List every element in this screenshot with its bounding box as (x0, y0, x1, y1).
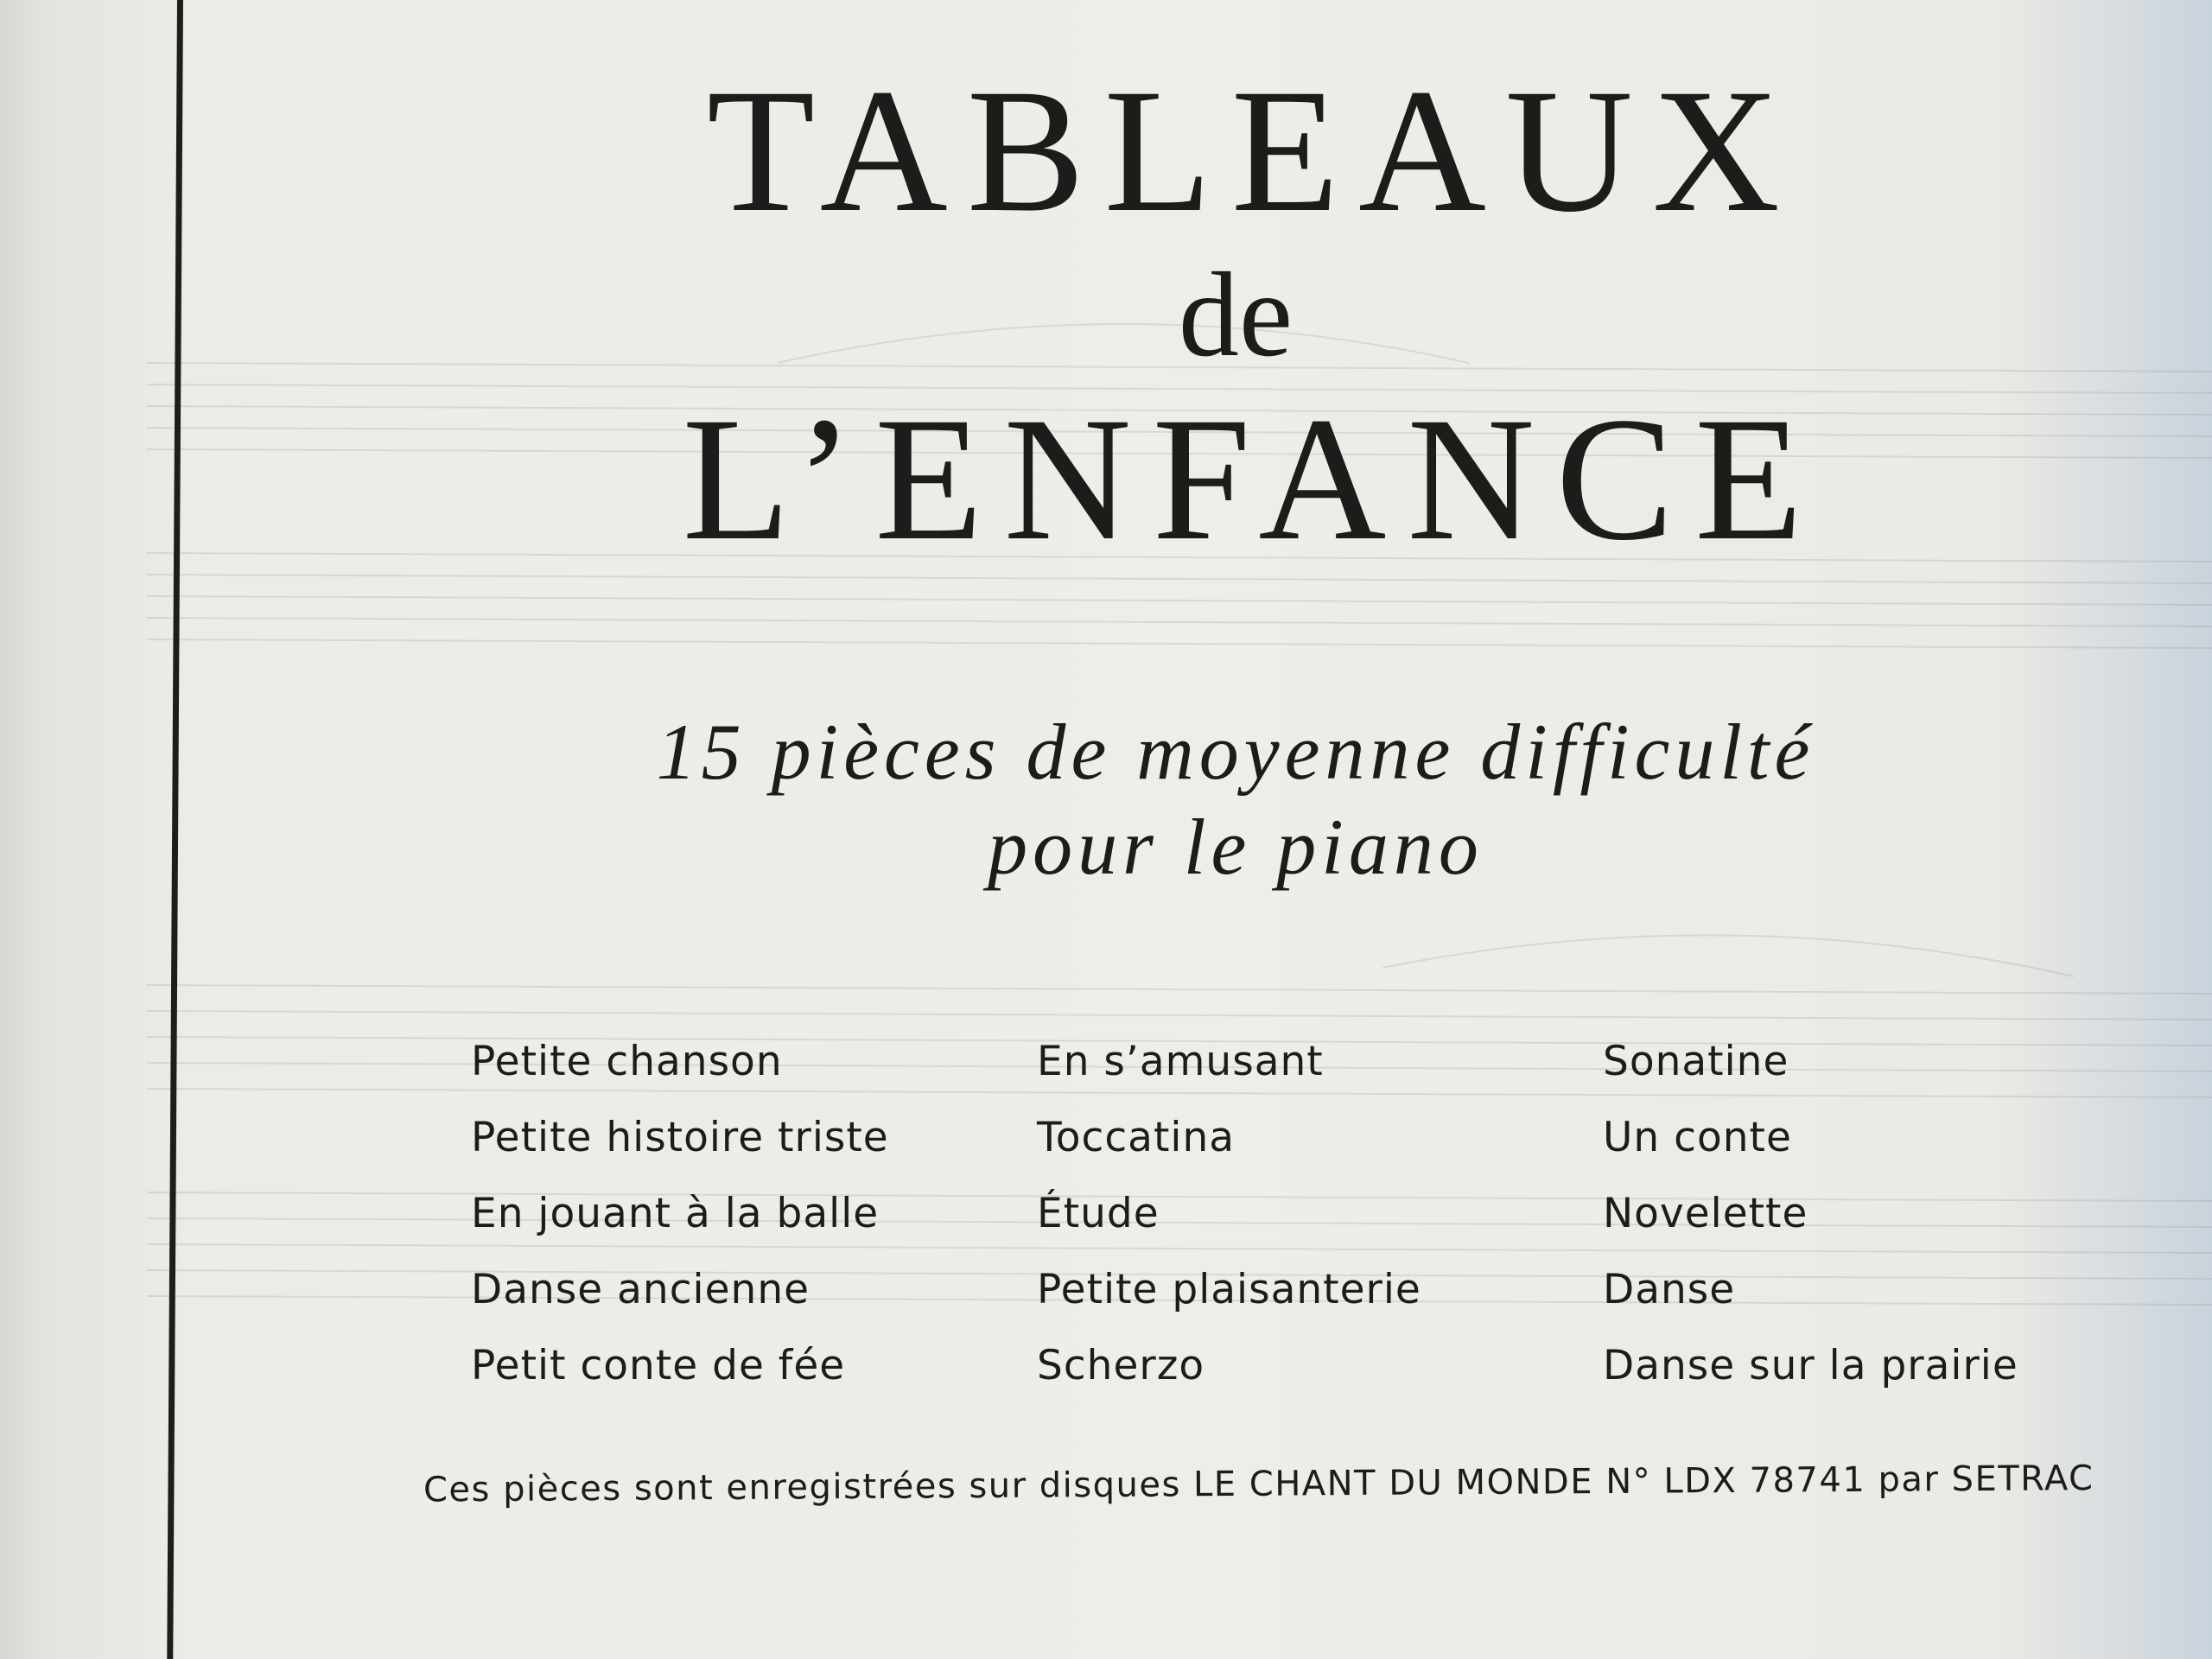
piece-title: En s’amusant (1037, 1038, 1324, 1085)
piece-title: Un conte (1603, 1114, 1792, 1161)
piece-title: Petit conte de fée (471, 1342, 846, 1389)
pieces-column-1 (471, 1024, 889, 1404)
piece-title: Toccatina (1037, 1114, 1236, 1161)
piece-title: Sonatine (1603, 1038, 1789, 1085)
piece-title: Étude (1037, 1190, 1160, 1237)
piece-title: Danse ancienne (471, 1266, 810, 1313)
subtitle (570, 704, 1901, 894)
subtitle-line-1: 15 pièces de moyenne difficulté (656, 708, 1815, 796)
piece-title: Danse sur la prairie (1603, 1342, 2018, 1389)
piece-title: Danse (1603, 1266, 1736, 1313)
piece-title: Novelette (1603, 1190, 1808, 1237)
pieces-column-3 (1603, 1024, 2018, 1404)
piece-title: Scherzo (1037, 1342, 1205, 1389)
piece-title: Petite plaisanterie (1037, 1266, 1421, 1313)
title-enfance: L’ENFANCE (682, 381, 1824, 577)
recording-note: Ces pièces sont enregistrées sur disques LE CHANT DU MONDE N° LDX 78741 par SETRAC (423, 1458, 2094, 1510)
piece-title: Petite histoire triste (471, 1114, 889, 1161)
title-tableaux: TABLEAUX (706, 53, 1800, 249)
subtitle-line-2: pour le piano (988, 803, 1484, 891)
piece-title: Petite chanson (471, 1038, 783, 1085)
piece-title: En jouant à la balle (471, 1190, 880, 1237)
title-block (553, 52, 1901, 579)
title-de: de (1178, 248, 1294, 382)
pieces-column-2 (1037, 1024, 1421, 1404)
